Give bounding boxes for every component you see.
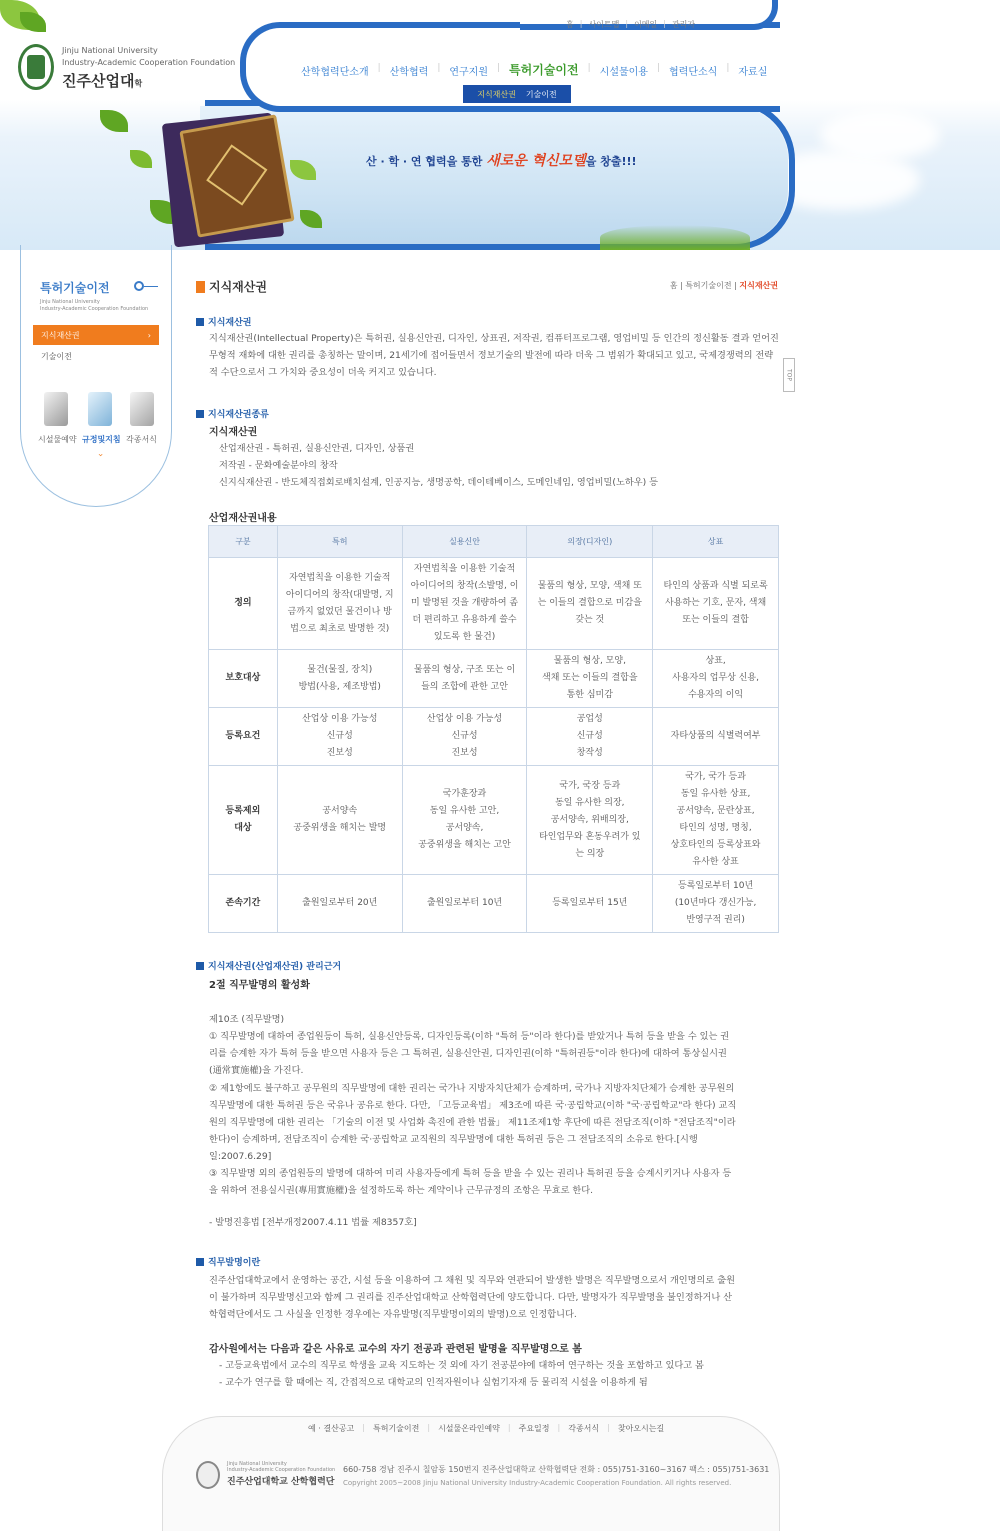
table-cell-line: 반영구적 권리) [686, 915, 745, 925]
table-cell-line: 는 의장 [575, 848, 605, 859]
bullet-icon [196, 410, 204, 418]
table-header-cell: 실용신안 [402, 526, 527, 558]
table-cell-line: 진보성 [451, 748, 478, 758]
table-cell-line: 자연법칙을 이용한 기술적 [289, 572, 391, 583]
table-cell-line: 동일 유사한 의장, [555, 797, 625, 808]
ip-type-line: 산업재산권 - 특허권, 실용신안권, 디자인, 상품권 [219, 443, 415, 454]
table-cell-line: 사용하는 기호, 문자, 색채 [664, 598, 767, 608]
section-heading-ip: 지식재산권 [196, 315, 251, 328]
util-email-link[interactable]: 이메일 [634, 20, 658, 29]
university-emblem-icon[interactable] [18, 44, 54, 90]
table-cell-line: 상호타인의 등록상표와 [670, 840, 761, 850]
table-row [209, 766, 779, 875]
table-cell-line: 통한 심미감 [566, 690, 613, 700]
ip-type-line: 저작권 - 문화예술분야의 창작 [219, 460, 338, 471]
regulations-icon[interactable] [88, 392, 112, 426]
table-cell-line: 공중위생을 해치는 발명 [293, 823, 387, 833]
legal-basis-line: ① 직무발명에 대하여 종업원등이 특허, 실용신안등록, 디자인등록(이하 "특허 등"이라 한다)를 받았거나 특허 등을 받을 수 있는 권 [209, 1031, 730, 1042]
footer-english-line1: Jinju National University [227, 1461, 287, 1467]
table-row-header: 등록제외 대상 [209, 766, 278, 875]
table-cell [402, 875, 527, 933]
logo-english-line2: Industry-Academic Cooperation Foundation [62, 58, 236, 67]
table-cell-line: 색채 또는 이들의 결합을 [542, 673, 638, 683]
footer-navigation: 예 · 결산공고 | 특허기술이전 | 시설물온라인예약 | 주요일정 | 각종서식 | 찾아오시는길 [300, 1423, 672, 1434]
table-cell [277, 875, 402, 933]
forms-icon[interactable] [130, 392, 154, 426]
sidebar-english-line2: Industry-Academic Cooperation Foundation [40, 306, 149, 312]
table-cell-line: 사용자의 업무상 신용, [672, 673, 759, 683]
table-cell-line: 국가, 국가 등과 [685, 772, 746, 782]
sidebar-item-ip[interactable] [33, 325, 159, 345]
legal-basis-line: 리를 승계한 자가 특허 등을 받으면 사용자 등은 그 특허권, 실용신안권, 디자인권(이하 "특허권등"이라 한다)에 대하여 통상실시권 [209, 1048, 727, 1059]
legal-basis-line: (通常實施權)을 가진다. [209, 1065, 304, 1076]
gnb-item-cooperation[interactable]: 산학협력 [389, 67, 429, 78]
table-cell [653, 650, 779, 708]
sidebar-title: 특허기술이전 [40, 281, 110, 295]
table-row [209, 650, 779, 708]
table-cell [653, 558, 779, 650]
table-cell-line: 또는 이들의 결합 [682, 615, 749, 625]
table-cell [402, 650, 527, 708]
table-cell [527, 708, 653, 766]
table-cell [277, 708, 402, 766]
legal-basis-line: ② 제1항에도 불구하고 공무원의 직무발명에 대한 권리는 국가나 지방자치단체가 승계하며, 국가나 지방자치단체가 승계한 공무원의 [209, 1083, 735, 1094]
audit-subheading: 감사원에서는 다음과 같은 사유로 교수의 자기 전공과 관련된 발명을 직무발명으로 봄 [209, 1344, 582, 1355]
table-cell-line: 공중위생을 해치는 고안 [418, 840, 511, 850]
table-header-cell: 의장(디자인) [527, 526, 653, 558]
table-cell-line: 공서양속 [322, 806, 358, 816]
table-cell-line: 유사한 상표 [692, 857, 739, 867]
table-row-header: 존속기간 [209, 875, 278, 933]
util-sitemap-link[interactable]: 사이트맵 [588, 20, 620, 29]
table-cell-line: 타인의 상품과 식별 되로록 [663, 581, 768, 591]
table-cell-line: 더 편리하고 유용하게 쓸수 [412, 615, 517, 625]
table-cell [402, 766, 527, 875]
table-cell-line: 미 발명된 것을 개량하여 좀 [410, 598, 519, 608]
footer-korean-name: 진주산업대학교 산학협력단 [227, 1477, 335, 1487]
table-cell-line: 동일 유사한 상표, [680, 789, 751, 799]
table-cell-line: 등록일로부터 10년 [678, 881, 754, 891]
breadcrumb-current: 지식재산권 [739, 281, 778, 290]
table-cell [527, 766, 653, 875]
table-cell [277, 766, 402, 875]
table-cell-line: 국가, 국장 등과 [559, 780, 621, 791]
table-cell-line: 물건(물질, 장치) [307, 664, 373, 675]
table-cell-line: 아이디어의 창작(소발명, 이 [410, 581, 519, 591]
table-cell [653, 875, 779, 933]
table-cell-line: 금까지 없었던 물건이나 방 [287, 606, 392, 617]
table-row-header: 보호대상 [209, 650, 278, 708]
table-cell-line: 타인업무와 혼동우려가 있 [539, 831, 641, 842]
quick-link-forms[interactable]: 각종서식 [126, 435, 157, 444]
table-row [209, 875, 779, 933]
table-cell [653, 708, 779, 766]
table-header-row [209, 526, 779, 558]
sidebar-item-transfer[interactable]: 기술이전 [41, 352, 72, 361]
gnb-item-intro[interactable]: 산학협력단소개 [301, 67, 369, 78]
footer-link-directions[interactable]: 찾아오시는길 [617, 1424, 665, 1433]
section-heading-employee-invention: 직무발명이란 [196, 1255, 260, 1268]
site-header [0, 0, 1000, 250]
table-cell-line: 공서양속, 위배의장, [550, 814, 629, 825]
table-header-cell: 상표 [653, 526, 779, 558]
footer-link-budget[interactable]: 예 · 결산공고 [308, 1424, 355, 1433]
ip-type-line: 신지식재산권 - 반도체직접회로배치설계, 인공지능, 생명공학, 데이테베이스, 도메인네임, 영업비밀(노하우) 등 [219, 477, 658, 488]
table-cell-line: 방법(사용, 제조방법) [298, 681, 381, 692]
scroll-top-button[interactable]: TOP [783, 358, 795, 392]
table-header-cell: 특허 [277, 526, 402, 558]
table-cell [527, 875, 653, 933]
subnav-item-transfer[interactable]: 기술이전 [525, 89, 557, 99]
table-row-header: 정의 [209, 558, 278, 650]
table-cell [277, 558, 402, 650]
chevron-down-icon: › [94, 453, 105, 457]
book-cover-illustration [179, 114, 294, 237]
bullet-icon [196, 318, 204, 326]
table-cell-line: 자타상품의 식별력여부 [670, 731, 761, 741]
employee-invention-line: 진주산업대학교에서 운영하는 공간, 시설 등을 이용하여 그 채원 및 직무와 연관되어 발생한 발명은 직무발명으로서 개인명의로 출원 [209, 1275, 735, 1286]
sidebar-english-line1: Jinju National University [40, 299, 100, 305]
sidebar-title-line [144, 286, 158, 287]
table-header-cell: 구분 [209, 526, 278, 558]
table-cell-line: 들의 조합에 관한 고안 [421, 681, 508, 692]
footer-address: 660-758 경남 진주시 칠암동 150번지 진주산업대학교 산학협력단 전화 : 055)751-3160~3167 팩스 : 055)751-3631 [343, 1465, 770, 1474]
gnb-item-library[interactable]: 자료실 [738, 67, 768, 78]
table-cell-line: 수용자의 이익 [688, 690, 744, 700]
table-cell-line: 산업상 이용 가능성 [302, 714, 378, 724]
employee-invention-line: 이 불가하며 직무발명신고와 함께 그 권리를 진주산업대학교 산학협력단에 양도합니다. 다만, 발명자가 직무발명을 불인정하거나 산 [209, 1292, 733, 1303]
legal-basis-line: 원의 직무발명에 대한 권리는 「기술의 이전 및 사업화 촉진에 관한 법률」 제11조제1항 후단에 따른 전담조직(이하 "전담조직"이라 [209, 1117, 736, 1128]
audit-bullet: - 교수가 연구를 할 때에는 직, 간접적으로 대학교의 인적자원이나 실험기자재 등 물리적 시설을 이용하게 됨 [219, 1377, 648, 1388]
quick-link-facility[interactable]: 시설물예약 [38, 435, 77, 444]
gnb-item-news[interactable]: 협력단소식 [669, 67, 718, 78]
breadcrumb-home[interactable]: 홈 [669, 281, 678, 290]
sidebar-item-label: 지식재산권 [41, 330, 80, 340]
footer-link-reservation[interactable]: 시설물온라인예약 [438, 1424, 500, 1433]
audit-bullet: - 고등교육법에서 교수의 직무로 학생을 교육 지도하는 것 외에 자기 전공분야에 대하여 연구하는 것을 포함하고 있다고 봄 [219, 1360, 704, 1371]
table-cell-line: 신규성 [326, 731, 353, 741]
table-cell-line: 물품의 형상, 구조 또는 이 [413, 664, 516, 675]
sub-navigation [463, 85, 571, 103]
gnb-item-patent[interactable]: 특허기술이전 [509, 63, 579, 77]
table-cell [527, 558, 653, 650]
logo-english-line1: Jinju National University [62, 46, 158, 55]
industrial-property-table [208, 525, 779, 933]
footer-english-line2: Industry-Academic Cooperation Foundation [227, 1467, 336, 1473]
industrial-property-table-title: 산업재산권내용 [209, 513, 277, 524]
footer-copyright: Copyright 2005~2008 Jinju National University Industry-Academic Cooperation Foundation. All rights reserved. [343, 1479, 732, 1487]
table-cell-line: 신규성 [576, 731, 603, 741]
table-cell-line: 있도록 한 물건) [433, 632, 496, 642]
employee-invention-line: 학협력단에서도 그 사실을 인정한 경우에는 자유발명(직무발명이외의 발명)으로 인정합니다. [209, 1309, 577, 1320]
table-cell-line: 국가훈장과 [442, 789, 487, 799]
title-marker-icon [196, 281, 205, 293]
table-row [209, 558, 779, 650]
ip-definition-text: 지식재산권(Intellectual Property)은 특허권, 실용신안권, 디자인, 상표권, 저작권, 컴퓨터프로그램, 영업비밀 등 인간의 정신활동 결과 얻어진 무형적 재화에 대한 권리를 총칭하는 말이며, 21세기에 접어들면서 정보기술의 발전에 따라 더욱 그 범위가 확대되고 있고, 국제경쟁력의 전략적 수단으로서 그 가치와 중요성이 더욱 커지고 있습니다. [209, 333, 779, 378]
section-heading-legal-basis: 지식재산권(산업재산권) 관리근거 [196, 959, 341, 972]
table-cell [527, 650, 653, 708]
table-cell [402, 558, 527, 650]
facility-booking-icon[interactable] [44, 392, 68, 426]
gnb-item-facility[interactable]: 시설물이용 [599, 67, 648, 78]
breadcrumb-patent[interactable]: 특허기술이전 [685, 281, 732, 290]
util-admin-link[interactable]: 관리자 [671, 20, 696, 29]
table-cell-line: 아이디어의 창작(대발명, 지 [285, 589, 394, 600]
law-reference: - 발명진흥법 [전부개정2007.4.11 법률 제8357호] [209, 1217, 417, 1228]
gnb-item-research[interactable]: 연구지원 [449, 67, 488, 78]
logo-korean[interactable]: 진주산업대학 [62, 72, 143, 90]
table-cell-line: 는 이들의 결합으로 미감을 [537, 598, 642, 608]
table-cell-line: 공업성 [576, 714, 603, 724]
footer-link-forms[interactable]: 각종서식 [568, 1424, 600, 1433]
table-cell-line: 법으로 최초로 발명한 것) [290, 623, 390, 634]
table-row-header: 등록요건 [209, 708, 278, 766]
footer-link-schedule[interactable]: 주요일정 [518, 1424, 550, 1433]
table-cell [402, 708, 527, 766]
table-cell-line: 상표, [705, 656, 726, 666]
table-cell-line: 자연법칙을 이용한 기술적 [413, 564, 516, 574]
table-cell-line: 동일 유사한 고안, [429, 806, 500, 816]
table-cell-line: 물품의 형상, 모양, 색채 또 [537, 581, 642, 591]
table-cell [653, 766, 779, 875]
sidebar-dot-icon [134, 281, 144, 291]
ip-types-subheading: 지식재산권 [209, 427, 258, 438]
footer-emblem-icon [196, 1461, 220, 1489]
grass-illustration [600, 225, 750, 250]
footer-link-patent[interactable]: 특허기술이전 [372, 1424, 420, 1433]
bullet-icon [196, 1258, 204, 1266]
legal-basis-subheading: 2절 직무발명의 활성화 [209, 980, 310, 991]
table-cell-line: 갖는 것 [575, 615, 605, 625]
table-cell-line: 창작성 [576, 748, 603, 758]
main-navigation: 산학협력단소개 | 산학협력 | 연구지원 | 특허기술이전 | 시설물이용 | 협력단소식 | 자료실 [292, 63, 776, 78]
table-cell-line: 공서양속, [445, 823, 484, 833]
table-cell-line: 물품의 형상, 모양, [553, 656, 626, 666]
breadcrumb: 홈 | 특허기술이전 | 지식재산권 [669, 281, 778, 290]
util-home-link[interactable]: 홈 [566, 20, 574, 29]
banner-slogan: 산 · 학 · 연 협력을 통한 새로운 혁신모델을 창출!!! [366, 153, 637, 169]
table-cell-line: 타인의 성명, 명칭, [679, 823, 752, 833]
table-cell-line: 출원일로부터 20년 [302, 898, 378, 908]
chevron-right-icon: › [147, 330, 151, 340]
table-cell-line: (10년마다 갱신가능, [674, 898, 757, 908]
table-cell-line: 진보성 [326, 748, 353, 758]
table-cell [277, 650, 402, 708]
table-cell-line: 출원일로부터 10년 [426, 898, 503, 908]
legal-basis-line: 일:2007.6.29] [209, 1151, 272, 1162]
table-cell-line: 등록일로부터 15년 [552, 898, 628, 908]
page-title: 지식재산권 [196, 278, 267, 295]
table-row [209, 708, 779, 766]
legal-basis-line: 직무발명에 대한 특허권 등은 국유나 공유로 한다. 다만, 「고등교육법」 제3조에 따른 국·공립학교(이하 "국·공립학교"라 한다) 교직 [209, 1100, 737, 1111]
section-heading-ip-types: 지식재산권종류 [196, 407, 269, 420]
legal-basis-line: 제10조 (직무발명) [209, 1014, 285, 1025]
legal-basis-line: 한다)이 승계하며, 전담조직이 승계한 국·공립학교 교직원의 직무발명에 대한 특허권 등은 그 전담조직의 소유로 한다.[시행 [209, 1134, 698, 1145]
table-cell-line: 산업상 이용 가능성 [426, 714, 503, 724]
quick-link-regulations[interactable]: 규정및지침 [82, 435, 121, 444]
legal-basis-line: ③ 직무발명 외의 종업원등의 발명에 대하여 미리 사용자등에게 특허 등을 받을 수 있는 권리나 특허권 등을 승계시키거나 사용자 등 [209, 1168, 732, 1179]
subnav-item-ip[interactable]: 지식재산권 [477, 89, 516, 99]
table-cell-line: 신규성 [451, 731, 478, 741]
bullet-icon [196, 962, 204, 970]
utility-links: 홈 | 사이트맵 | 이메일 | 관리자 [566, 19, 696, 29]
table-cell-line: 공서양속, 문란상표, [676, 806, 755, 816]
legal-basis-line: 을 위하여 전용실시권(專用實施權)을 설정하도록 하는 계약이나 근무규정의 조항은 무효로 한다. [209, 1185, 594, 1196]
